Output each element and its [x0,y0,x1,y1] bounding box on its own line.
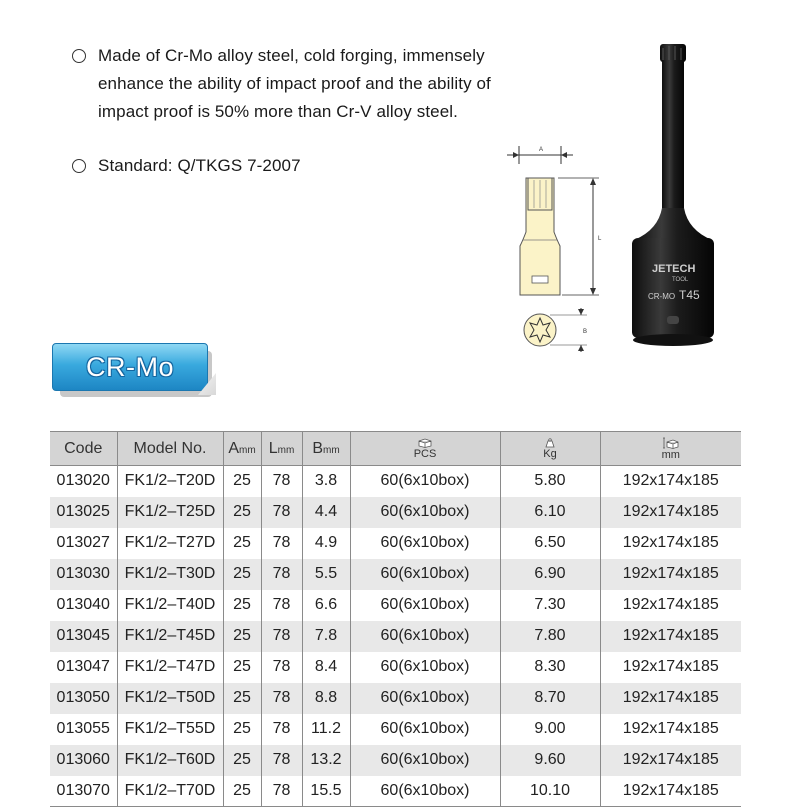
cell-model: FK1/2–T55D [117,714,223,745]
dimension-l-label: L [598,236,602,242]
table-header-row [50,432,741,466]
cell-kg: 6.50 [500,528,600,559]
cell-l: 78 [261,590,302,621]
cell-kg: 9.60 [500,745,600,776]
cell-l: 78 [261,528,302,559]
cell-code: 013055 [56,720,110,737]
cell-kg: 5.80 [500,466,600,497]
table-row [50,745,741,776]
material-badge-label: CR-Mo [86,352,174,382]
cell-dimensions: 192x174x185 [600,621,741,652]
photo-brand: JETECH [652,263,696,275]
cell-dimensions: 192x174x185 [600,683,741,714]
cell-code: 013050 [50,683,117,714]
cell-kg: 10.10 [500,776,600,807]
cell-kg: 7.80 [500,621,600,652]
cell-model: FK1/2–T40D [117,590,223,621]
cell-kg: 7.30 [500,590,600,621]
cell-code: 013040 [56,596,110,613]
cell-code: 013060 [50,745,117,776]
cell-a: 25 [223,714,261,745]
cell-b: 4.4 [302,497,350,528]
cell-dimensions: 192x174x185 [600,652,741,683]
photo-material: CR-MO [648,292,676,301]
feature-line: Made of Cr-Mo alloy steel, cold forging, immensely [98,46,485,65]
cell-pcs: 60(6x10box) [350,683,500,714]
cell-a: 25 [223,776,261,807]
table-row [50,528,741,559]
table-row [50,683,741,714]
cell-kg: 8.70 [500,683,600,714]
cell-b: 3.8 [302,466,350,497]
cell-code: 013030 [50,559,117,590]
cell-a: 25 [223,497,261,528]
cell-b: 4.9 [302,528,350,559]
cell-dimensions: 192x174x185 [600,714,741,745]
cell-dimensions: 192x174x185 [600,590,741,621]
cell-pcs: 60(6x10box) [350,714,500,745]
product-photo [618,40,728,360]
cell-kg: 8.30 [500,652,600,683]
cell-a: 25 [223,528,261,559]
cell-a: 25 [223,590,261,621]
table-row [50,590,741,621]
cell-model: FK1/2–T20D [117,466,223,497]
feature-line: impact proof is 50% more than Cr-V alloy steel. [98,102,458,121]
feature-item [70,42,540,126]
feature-item [70,152,540,180]
cell-pcs: 60(6x10box) [350,466,500,497]
cell-l: 78 [261,652,302,683]
cell-b: 13.2 [302,745,350,776]
cell-model: FK1/2–T47D [117,652,223,683]
cell-model: FK1/2–T45D [117,621,223,652]
material-badge [52,343,216,399]
cell-dimensions: 192x174x185 [600,528,741,559]
header-pcs: PCS [350,432,500,466]
dimension-box-icon [662,437,680,449]
cell-code: 013025 [50,497,117,528]
cell-dimensions: 192x174x185 [600,466,741,497]
cell-code: 013070 [56,782,110,799]
cell-code: 013020 [56,472,110,490]
cell-dimensions: 192x174x185 [600,776,741,807]
cell-dimensions: 192x174x185 [600,559,741,590]
cell-b: 6.6 [302,590,350,621]
table-row [50,621,741,652]
header-l: Lmm [261,432,302,466]
header-model: Model No. [117,432,223,466]
cell-code: 013047 [56,658,110,675]
cell-a: 25 [223,652,261,683]
cell-pcs: 60(6x10box) [350,621,500,652]
table-row [50,652,741,683]
spec-table-body [50,466,741,807]
cell-l: 78 [261,621,302,652]
cell-model: FK1/2–T60D [117,745,223,776]
dimension-a-label: A [539,147,544,153]
dimension-b-label: B [583,329,588,335]
photo-size: T45 [679,288,700,302]
cell-pcs: 60(6x10box) [350,652,500,683]
cell-kg: 6.90 [500,559,600,590]
photo-brand-sub: TOOL [672,277,689,283]
table-bottom-rule [50,806,741,807]
cell-b: 5.5 [302,559,350,590]
bullet-circle-icon [72,159,86,173]
cell-a: 25 [223,621,261,652]
cell-model: FK1/2–T50D [117,683,223,714]
cell-a: 25 [223,559,261,590]
cell-code: 013045 [50,621,117,652]
cell-a: 25 [223,683,261,714]
cell-a: 25 [223,466,261,497]
cell-l: 78 [261,745,302,776]
cell-model: FK1/2–T27D [117,528,223,559]
box-icon [418,438,432,448]
header-code: Code [50,432,117,466]
table-row [50,776,741,807]
cell-pcs: 60(6x10box) [350,590,500,621]
table-row [50,559,741,590]
cell-b: 7.8 [302,621,350,652]
table-row [50,714,741,745]
technical-drawing [495,140,615,360]
cell-pcs: 60(6x10box) [350,559,500,590]
feature-line: Standard: Q/TKGS 7-2007 [98,156,301,175]
header-b: Bmm [302,432,350,466]
table-row [50,497,741,528]
cell-model: FK1/2–T70D [117,776,223,807]
cell-l: 78 [261,466,302,497]
header-dimensions: mm [600,432,741,466]
cell-l: 78 [261,559,302,590]
cell-b: 11.2 [302,714,350,745]
cell-model: FK1/2–T30D [117,559,223,590]
weight-icon [543,438,557,448]
cell-dimensions: 192x174x185 [600,497,741,528]
cell-l: 78 [261,714,302,745]
cell-b: 15.5 [302,776,350,807]
cell-pcs: 60(6x10box) [350,776,500,807]
header-kg: Kg [500,432,600,466]
cell-l: 78 [261,497,302,528]
cell-kg: 9.00 [500,714,600,745]
cell-a: 25 [223,745,261,776]
cell-pcs: 60(6x10box) [350,528,500,559]
cell-l: 78 [261,776,302,807]
cell-pcs: 60(6x10box) [350,745,500,776]
cell-l: 78 [261,683,302,714]
cell-dimensions: 192x174x185 [600,745,741,776]
cell-pcs: 60(6x10box) [350,497,500,528]
table-row [50,466,741,497]
cell-model: FK1/2–T25D [117,497,223,528]
cell-kg: 6.10 [500,497,600,528]
header-a: Amm [223,432,261,466]
cell-b: 8.8 [302,683,350,714]
feature-list [70,42,540,180]
bullet-circle-icon [72,49,86,63]
cell-code: 013027 [56,534,110,551]
feature-line: enhance the ability of impact proof and the ability of [98,74,491,93]
spec-table [50,431,741,807]
cell-b: 8.4 [302,652,350,683]
